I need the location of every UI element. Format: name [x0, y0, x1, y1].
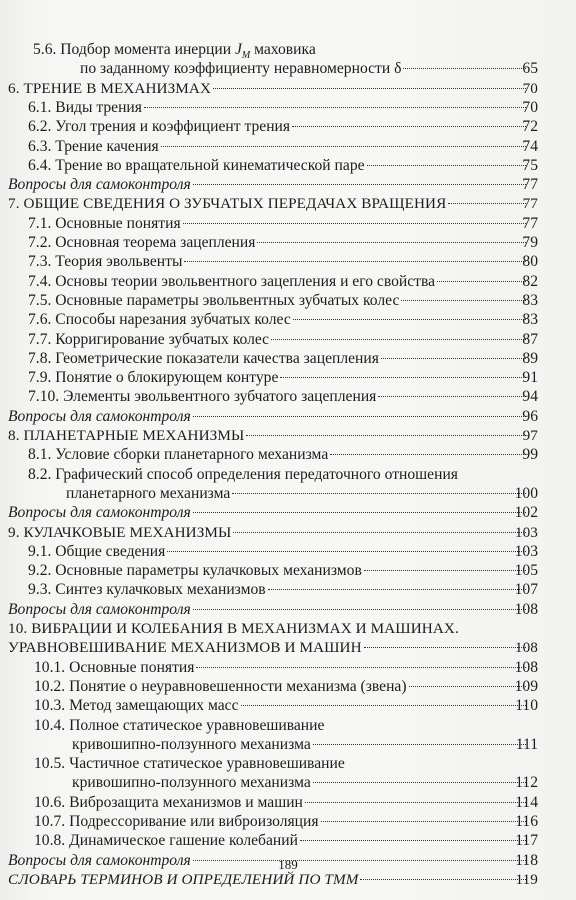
toc-entry [0, 831, 576, 850]
toc-entry [0, 40, 576, 62]
dot-leader [246, 434, 526, 436]
toc-title: КУЛАЧКОВЫЕ МЕХАНИЗМЫ [23, 523, 232, 541]
toc-review-questions [0, 503, 576, 522]
toc-title: Теория эвольвенты [55, 253, 183, 271]
toc-number: 7.3. [28, 253, 52, 271]
toc-entry [0, 310, 576, 329]
toc-review-questions [0, 175, 576, 194]
dot-leader [293, 318, 526, 320]
toc-page: 70 [522, 79, 538, 97]
toc-title: Понятие о блокирующем контуре [55, 369, 279, 387]
toc-page: 94 [522, 388, 538, 406]
toc-number: 10.7. [34, 813, 66, 830]
toc-chapter [0, 523, 576, 542]
toc-title: Трение качения [55, 137, 159, 155]
toc-page: 77 [522, 176, 538, 194]
toc-page: 83 [522, 311, 538, 329]
toc-page: 77 [522, 214, 538, 232]
toc-entry [0, 214, 576, 233]
dot-leader [330, 453, 526, 455]
toc-title: Вопросы для самоконтроля [8, 407, 191, 425]
toc-page: 87 [522, 330, 538, 348]
toc-number: 9.2. [28, 562, 52, 580]
toc-title: Основные параметры кулачковых механизмов [55, 562, 362, 580]
toc-chapter [0, 426, 576, 445]
toc-entry [0, 580, 576, 599]
toc-chapter [0, 79, 576, 98]
dot-leader [213, 87, 526, 89]
dot-leader [364, 569, 526, 571]
toc-page: 70 [522, 98, 538, 116]
toc-number: 10.6. [34, 793, 66, 811]
toc-entry [0, 252, 576, 271]
toc-page: 103 [514, 523, 538, 541]
toc-title: Условие сборки планетарного механизма [55, 446, 329, 464]
toc-page: 103 [514, 542, 538, 560]
toc-page: 116 [515, 813, 538, 830]
toc-entry-cont [0, 735, 576, 754]
dot-leader [300, 839, 526, 841]
toc-page: 89 [522, 349, 538, 367]
toc-title: Основы теории эвольвентного зацепления и его свойства [55, 272, 436, 290]
toc-title: УРАВНОВЕШИВАНИЕ МЕХАНИЗМОВ И МАШИН [8, 639, 362, 657]
toc-page: 109 [514, 677, 538, 695]
toc-number: 7.10. [28, 388, 60, 406]
toc-title: Виды трения [55, 98, 142, 116]
toc-entry [0, 658, 576, 677]
toc-page: 72 [522, 118, 538, 136]
dot-leader [257, 241, 526, 243]
toc-entry [0, 349, 576, 368]
toc-number: 10.5. [34, 755, 66, 773]
dot-leader [193, 183, 526, 185]
toc-number: 6.3. [28, 137, 52, 155]
toc-page: 79 [522, 234, 538, 251]
toc-number: 10.4. [34, 716, 66, 734]
toc-entry [0, 793, 576, 812]
toc-review-questions [0, 600, 576, 619]
toc-page: 112 [515, 774, 538, 792]
dot-leader [313, 743, 526, 745]
toc-number: 6.4. [28, 156, 52, 174]
dot-leader [184, 260, 526, 262]
toc-number: 8. [8, 427, 20, 444]
dot-leader [364, 646, 526, 648]
toc-entry [0, 465, 576, 484]
dot-leader [183, 222, 526, 224]
dot-leader [193, 511, 526, 513]
toc-title: Частичное статическое уравновешивание [69, 755, 345, 773]
toc-page: 119 [515, 870, 538, 888]
toc-title: Синтез кулачковых механизмов [55, 581, 266, 599]
toc-number: 7.6. [28, 311, 52, 329]
toc-page: 82 [522, 272, 538, 290]
toc-number: 7.9. [28, 369, 52, 387]
toc-number: 9. [8, 523, 20, 541]
toc-chapter [0, 619, 576, 638]
toc-number: 8.1. [28, 446, 52, 464]
toc-title: кривошипно-ползунного механизма [72, 774, 311, 792]
toc-page: 75 [522, 156, 538, 174]
toc-title: Основная теорема зацепления [55, 234, 256, 251]
toc-entry [0, 137, 576, 156]
dot-leader [305, 801, 526, 803]
toc-page: 102 [514, 504, 538, 522]
toc-page: 80 [522, 253, 538, 271]
toc-entry-cont [0, 59, 576, 78]
toc-number: 10.3. [34, 697, 66, 715]
toc-entry [0, 291, 576, 310]
dot-leader [161, 145, 526, 147]
toc-number: 6.2. [28, 118, 52, 136]
symbol-subscript: M [241, 50, 251, 62]
toc-title: ПЛАНЕТАРНЫЕ МЕХАНИЗМЫ [23, 427, 245, 444]
toc-title: Динамическое гашение колебаний [69, 832, 298, 850]
toc-entry [0, 98, 576, 117]
dot-leader [360, 878, 526, 880]
toc-title: Трение во вращательной кинематической паре [55, 156, 365, 174]
dot-leader [321, 820, 526, 822]
dot-leader [233, 531, 526, 533]
toc-title: Способы нарезания зубчатых колес [55, 311, 291, 329]
toc-page: 110 [515, 697, 538, 715]
toc-number: 10.1. [34, 658, 66, 676]
toc-title: Элементы эвольвентного зубчатого зацепления [63, 388, 377, 406]
toc-page: 107 [514, 581, 538, 599]
toc-number: 8.2. [28, 465, 52, 483]
toc-page: 96 [522, 407, 538, 425]
toc-title: Основные понятия [69, 658, 195, 676]
toc-page: 74 [522, 137, 538, 155]
toc-title: ОБЩИЕ СВЕДЕНИЯ О ЗУБЧАТЫХ ПЕРЕДАЧАХ ВРАЩЕНИЯ [23, 195, 447, 213]
toc-title: планетарного механизма [66, 484, 231, 502]
toc-entry [0, 233, 576, 252]
toc-entry [0, 677, 576, 696]
toc-number: 5.6. [33, 41, 57, 58]
dot-leader [232, 492, 526, 494]
toc-review-questions [0, 407, 576, 426]
toc-title: ВИБРАЦИИ И КОЛЕБАНИЯ В МЕХАНИЗМАХ И МАШИНАХ. [31, 620, 459, 637]
toc-title: Полное статическое уравновешивание [69, 716, 325, 734]
toc-number: 7.7. [28, 330, 52, 348]
page-number: 189 [278, 857, 298, 872]
toc-page: 108 [514, 639, 538, 657]
toc-title: Понятие о неуравновешенности механизма (звена) [69, 677, 407, 695]
toc-title: Основные параметры эвольвентных зубчатых колес [55, 291, 400, 309]
toc-number: 7.2. [28, 234, 52, 251]
toc-number: 10.2. [34, 677, 66, 695]
toc-title: Основные понятия [55, 214, 181, 232]
toc-title: Вопросы для самоконтроля [8, 851, 191, 869]
toc-page: 105 [514, 562, 538, 580]
toc-entry-cont [0, 484, 576, 503]
toc-number: 7.8. [28, 349, 52, 367]
toc-title: Корригирование зубчатых колес [55, 330, 270, 348]
dot-leader [280, 376, 526, 378]
dot-leader [196, 666, 526, 668]
toc-page: 100 [514, 484, 538, 502]
toc-title: Подрессоривание или виброизоляция [69, 813, 319, 830]
dot-leader [313, 781, 526, 783]
toc-title: Угол трения и коэффициент трения [55, 118, 291, 136]
dot-leader [268, 588, 526, 590]
toc-title: Геометрические показатели качества зацепления [55, 349, 379, 367]
toc-title: ТРЕНИЕ В МЕХАНИЗМАХ [23, 79, 212, 97]
toc-page: 91 [522, 369, 538, 387]
toc-entry [0, 812, 576, 831]
toc-page: 114 [515, 793, 538, 811]
toc-number: 10. [8, 620, 28, 637]
toc-title: СЛОВАРЬ ТЕРМИНОВ И ОПРЕДЕЛЕНИЙ ПО ТММ [8, 870, 359, 888]
toc-entry [0, 272, 576, 291]
dot-leader [144, 106, 526, 108]
symbol-J: J [234, 41, 242, 58]
dot-leader [241, 704, 527, 706]
toc-number: 9.3. [28, 581, 52, 599]
toc-entry [0, 156, 576, 175]
toc-page: 117 [515, 832, 538, 850]
dot-leader [167, 550, 526, 552]
toc-title: Вопросы для самоконтроля [8, 504, 191, 522]
toc-entry [0, 561, 576, 580]
toc-page: 99 [522, 446, 538, 464]
toc-page: 65 [522, 60, 538, 78]
toc-page: 108 [514, 658, 538, 676]
toc-entry [0, 387, 576, 406]
toc-entry [0, 330, 576, 349]
dot-leader [193, 415, 526, 417]
toc-entry-cont [0, 773, 576, 792]
toc-title: Вопросы для самоконтроля [8, 176, 191, 194]
dot-leader [193, 608, 526, 610]
toc-number: 7.5. [28, 291, 52, 309]
toc-page: 83 [522, 291, 538, 309]
dot-leader [367, 164, 526, 166]
toc-entry [0, 754, 576, 773]
toc-chapter-cont [0, 638, 576, 657]
dot-leader [271, 338, 526, 340]
toc-number: 7. [8, 195, 20, 213]
toc-title: Виброзащита механизмов и машин [69, 793, 303, 811]
toc-page: 97 [522, 427, 538, 444]
toc-title: кривошипно-ползунного механизма [72, 735, 311, 753]
toc-page: 111 [515, 735, 538, 753]
dot-leader [292, 125, 526, 127]
toc-page: 77 [522, 195, 538, 213]
toc-entry [0, 716, 576, 735]
toc-number: 7.4. [28, 272, 52, 290]
toc-number: 6.1. [28, 98, 52, 116]
toc-number: 10.8. [34, 832, 66, 850]
toc-page: 118 [515, 851, 538, 869]
toc-entry [0, 368, 576, 387]
toc-title: Общие сведения [55, 542, 166, 560]
toc-entry [0, 542, 576, 561]
toc-chapter [0, 194, 576, 213]
toc-entry [0, 696, 576, 715]
toc-entry [0, 117, 576, 136]
toc-number: 9.1. [28, 542, 52, 560]
toc-title: Подбор момента инерции $J_M$ маховика [60, 41, 316, 62]
toc-title: Графический способ определения передаточного отношения [55, 465, 458, 483]
toc-number: 6. [8, 79, 20, 97]
toc-page: 108 [514, 600, 538, 618]
toc-entry [0, 445, 576, 464]
toc-title: по заданному коэффициенту неравномерности δ [80, 60, 402, 78]
toc-title: Вопросы для самоконтроля [8, 600, 191, 618]
toc-title: Метод замещающих масс [69, 697, 239, 715]
toc-number: 7.1. [28, 214, 52, 232]
